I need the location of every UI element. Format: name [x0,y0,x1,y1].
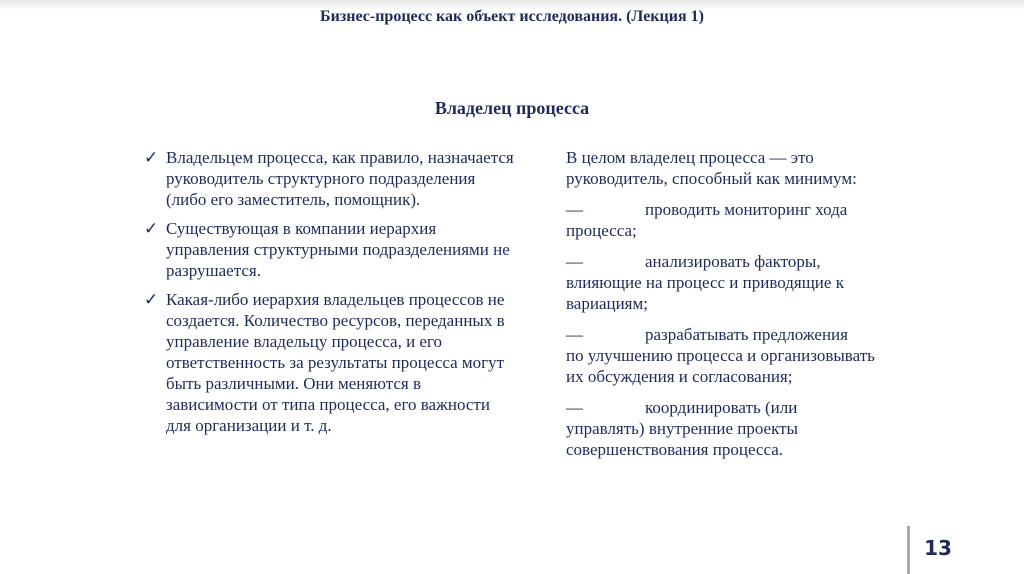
intro-paragraph: В целом владелец процесса — это руководитель, способный как минимум: [566,148,857,188]
bullet-text: Существующая в компании иерархия управления структурными подразделениями не разрушается. [166,219,510,280]
lecture-header: Бизнес-процесс как объект исследования. (Лекция 1) [320,8,704,25]
dash-item-rest: процесса; [566,221,637,240]
bullet-text: Какая-либо иерархия владельцев процессов не создается. Количество ресурсов, переданных в управление владельцу процесса, и его ответственность за результаты процесса могут быть различными. Они меняются в зависимости от типа процесса, его важности для организации и т. д. [166,290,505,435]
check-mark-icon: ✓ [144,148,159,167]
dash-marker: — [566,200,583,219]
dash-item-rest: влияющие на процесс и приводящие к вариациям; [566,273,844,313]
bullet-text: Владельцем процесса, как правило, назначается руководитель структурного подразделения (либо его заместитель, помощник). [166,148,514,209]
dash-item [566,397,896,460]
dash-item-first: анализировать факторы, [645,252,821,271]
dash-item-first: разрабатывать предложения [645,325,848,344]
dash-marker: — [566,398,583,417]
dash-item-first: координировать (или [645,398,798,417]
right-column [566,147,896,470]
dash-item-rest: по улучшению процесса и организовывать их обсуждения и согласования; [566,346,875,386]
dash-item [566,199,896,241]
dash-marker: — [566,325,583,344]
dash-item-rest: управлять) внутренние проекты совершенствования процесса. [566,419,798,459]
bullet-item [144,218,514,281]
bullet-item [144,289,514,436]
page-number-bar [907,526,910,574]
dash-item [566,324,896,387]
check-mark-icon: ✓ [144,219,159,238]
dash-item [566,251,896,314]
left-column [144,147,514,444]
check-mark-icon: ✓ [144,290,159,309]
dash-marker: — [566,252,583,271]
slide-title: Владелец процесса [434,98,590,118]
dash-item-first: проводить мониторинг хода [645,200,848,219]
bullet-item [144,147,514,210]
page-number: 13 [924,536,952,560]
